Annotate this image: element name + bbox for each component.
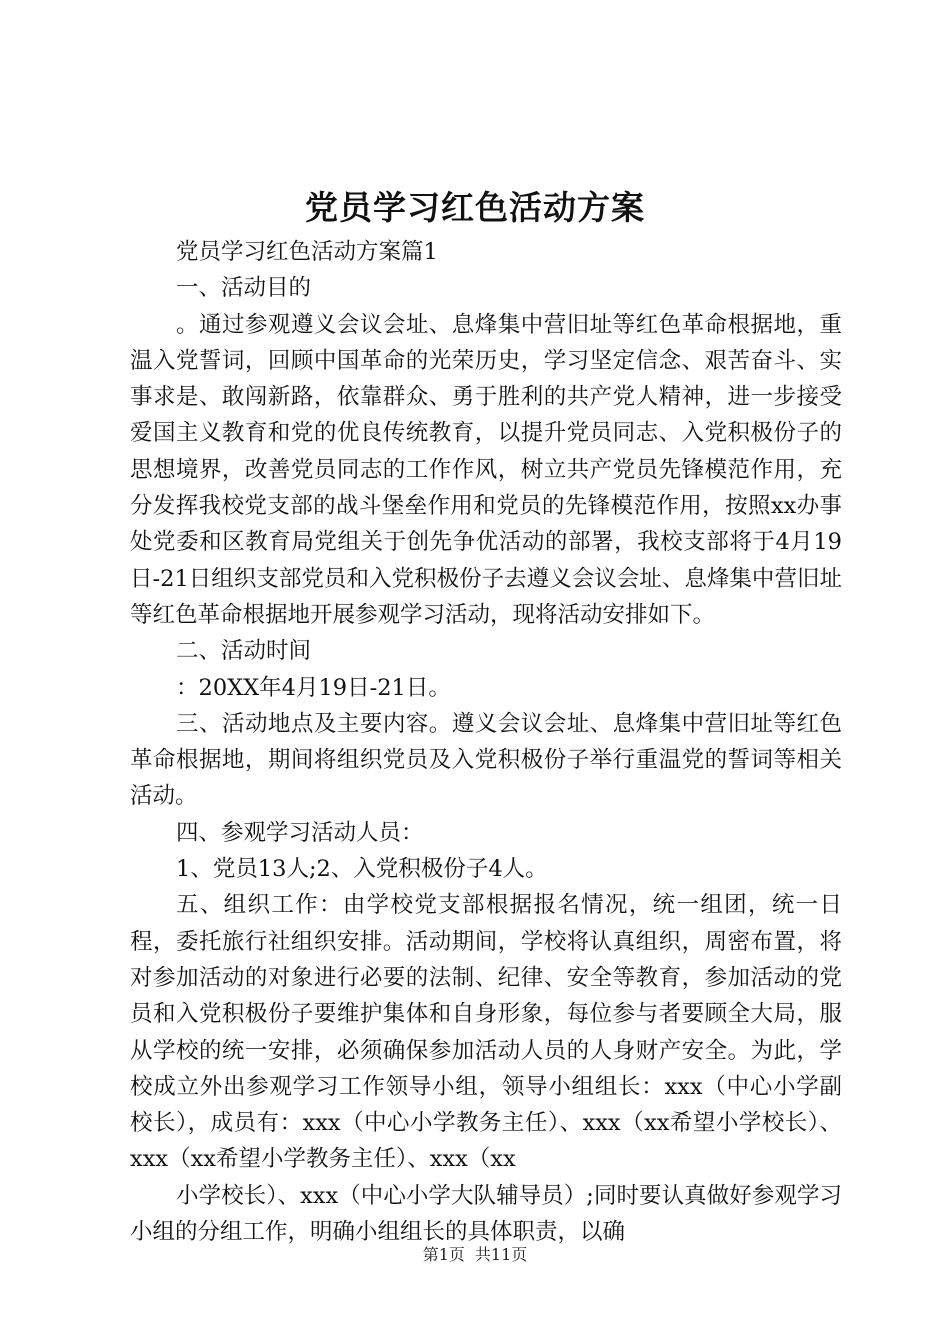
page-number: 第1页 [422,1245,465,1264]
paragraph-heading: 党员学习红色活动方案篇1 [176,239,438,265]
paragraph-location: 三、活动地点及主要内容。遵义会议会址、息烽集中营旧址等红色革命根据地，期间将组织党员及入党积极份子举行重温党的誓词等相关活动。 [130,710,842,810]
document-body [130,234,842,1250]
document-title: 党员学习红色活动方案 [305,188,645,227]
paragraph-time: ：20XX年4月19日-21日。 [176,674,451,701]
page-footer [0,1244,950,1266]
paragraph-purpose: 。通过参观遵义会议会址、息烽集中营旧址等红色革命根据地，重温入党誓词，回顾中国革命的光荣历史，学习坚定信念、艰苦奋斗、实事求是、敢闯新路，依靠群众、勇于胜利的共产党人精神，进一步接受爱国主义教育和党的优良传统教育，以提升党员同志、入党积极份子的思想境界，改善党员同志的工作作风，树立共产党员先锋模范作用，充分发挥我校党支部的战斗堡垒作用和党员的先锋模范作用，按照xx办事处党委和区教育局党组关于创先争优活动的部署，我校支部将于4月19日-21日组织支部党员和入党积极份子去遵义会议会址、息烽集中营旧址等红色革命根据地开展参观学习活动，现将活动安排如下。 [130,311,842,628]
section-heading-purpose: 一、活动目的 [176,275,312,302]
paragraph-organization: 五、组织工作：由学校党支部根据报名情况，统一组团，统一日程，委托旅行社组织安排。活动期间，学校将认真组织，周密布置，将对参加活动的对象进行必要的法制、纪律、安全等教育，参加活动的党员和入党积极份子要维护集体和自身形象，每位参与者要顾全大局，服从学校的统一安排，必须确保参加活动人员的人身财产安全。为此，学校成立外出参观学习工作领导小组，领导小组组长：xxx（中心小学副校长），成员有：xxx（中心小学教务主任）、xxx（xx希望小学校长）、xxx（xx希望小学教务主任）、xxx（xx [130,892,842,1173]
section-heading-time: 二、活动时间 [176,638,312,665]
paragraph-participants: 1、党员13人;2、入党积极份子4人。 [176,856,548,883]
section-heading-participants: 四、参观学习活动人员： [176,819,424,846]
paragraph-organization-continued: 小学校长）、xxx（中心小学大队辅导员）;同时要认真做好参观学习小组的分组工作，明确小组组长的具体职责，以确 [130,1182,842,1246]
page-total: 共11页 [474,1245,528,1264]
